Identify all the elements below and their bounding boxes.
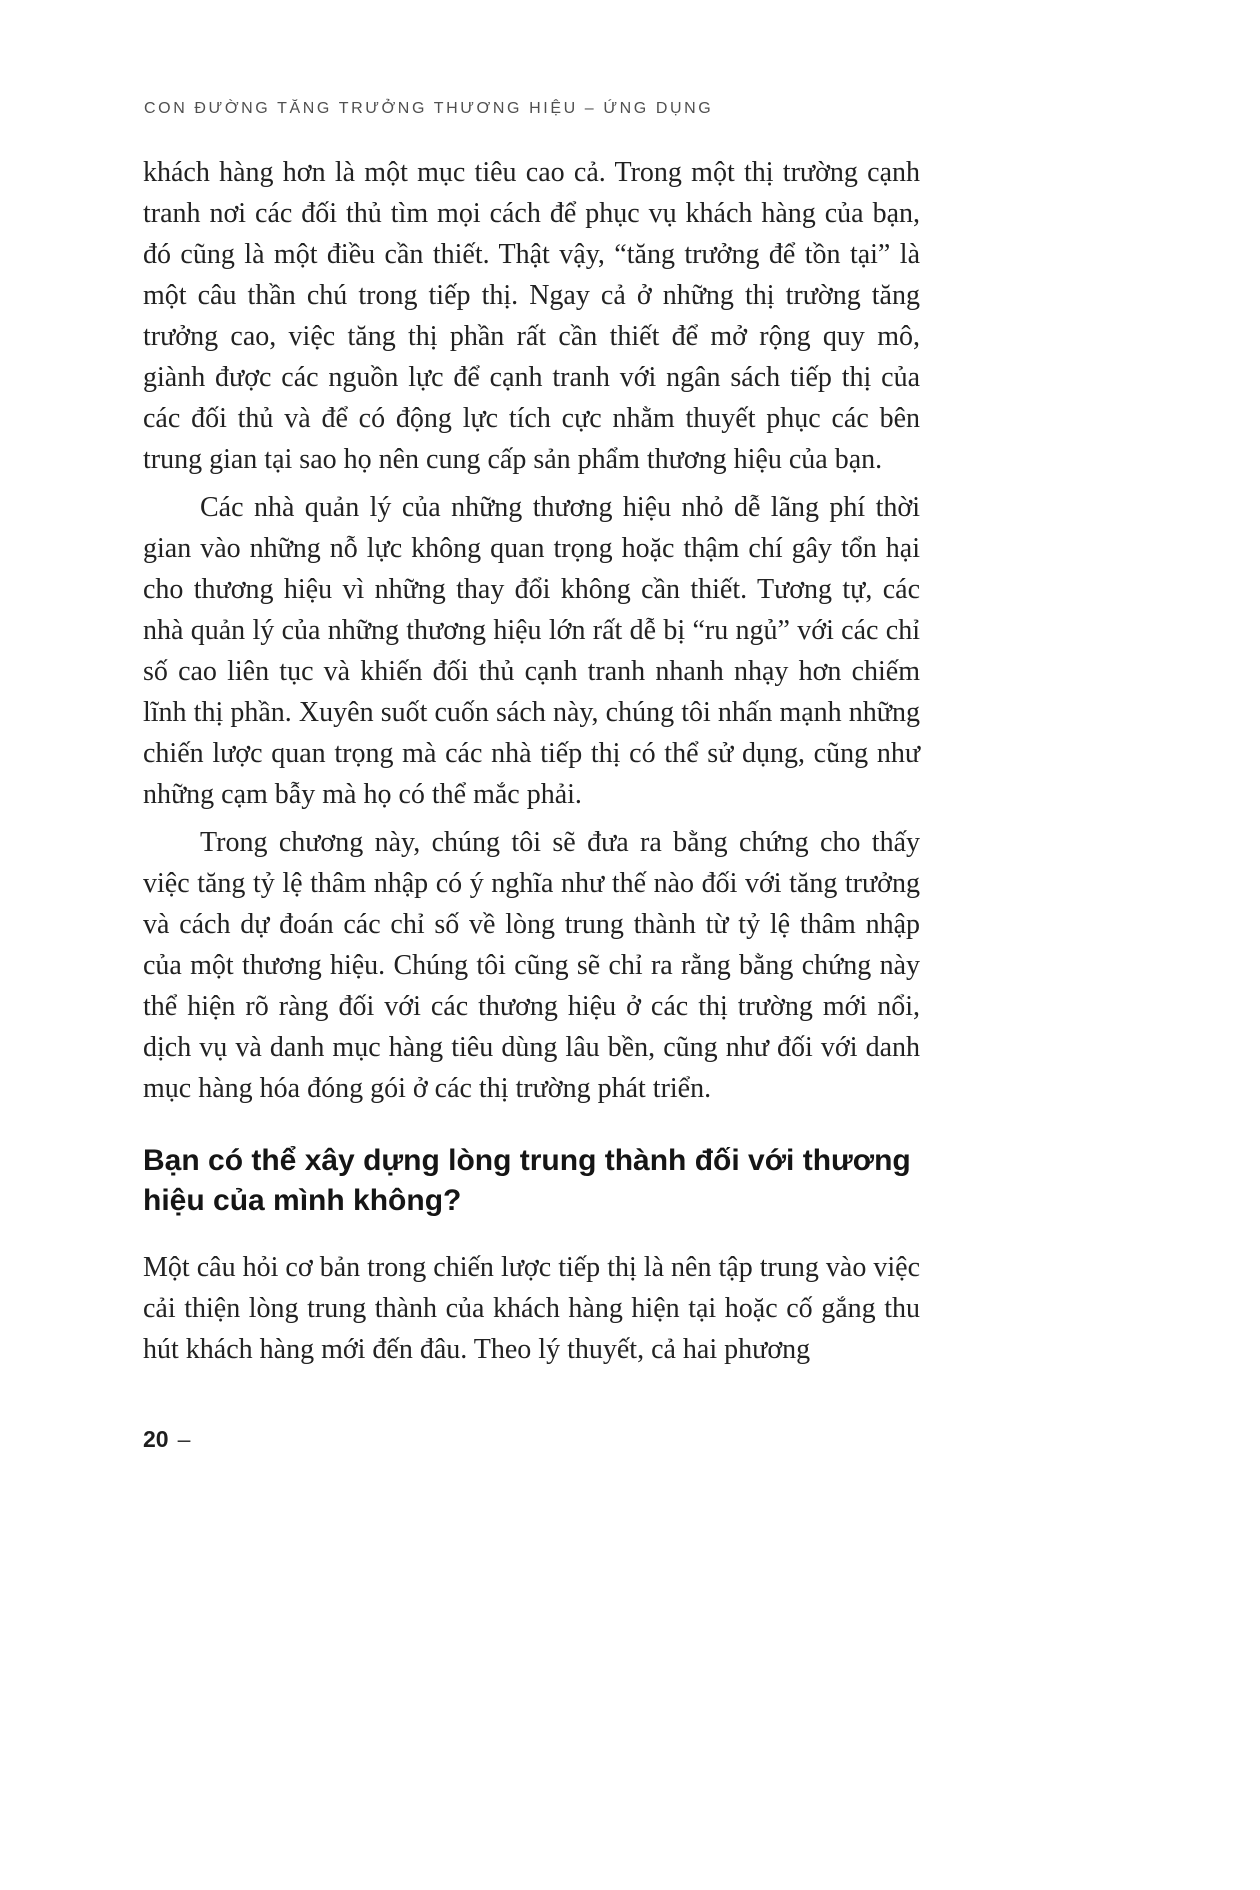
page-body — [143, 152, 920, 1377]
body-paragraph: khách hàng hơn là một mục tiêu cao cả. Trong một thị trường cạnh tranh nơi các đối thủ tìm mọi cách để phục vụ khách hàng của bạn, đó cũng là một điều cần thiết. Thật vậy, “tăng trưởng để tồn tại” là một câu thần chú trong tiếp thị. Ngay cả ở những thị trường tăng trưởng cao, việc tăng thị phần rất cần thiết để mở rộng quy mô, giành được các nguồn lực để cạnh tranh với ngân sách tiếp thị của các đối thủ và để có động lực tích cực nhằm thuyết phục các bên trung gian tại sao họ nên cung cấp sản phẩm thương hiệu của bạn. — [143, 157, 920, 475]
page-footer — [143, 1426, 190, 1453]
page-number-dash: – — [177, 1426, 191, 1452]
running-header: CON ĐƯỜNG TĂNG TRƯỞNG THƯƠNG HIỆU – ỨNG DỤNG — [144, 100, 714, 117]
section-heading: Bạn có thể xây dựng lòng trung thành đối với thương hiệu của mình không? — [143, 1144, 911, 1217]
body-paragraph: Một câu hỏi cơ bản trong chiến lược tiếp thị là nên tập trung vào việc cải thiện lòng trung thành của khách hàng hiện tại hoặc cố gắng thu hút khách hàng mới đến đâu. Theo lý thuyết, cả hai phương — [143, 1252, 920, 1365]
body-paragraph: Trong chương này, chúng tôi sẽ đưa ra bằng chứng cho thấy việc tăng tỷ lệ thâm nhập có ý nghĩa như thế nào đối với tăng trưởng và cách dự đoán các chỉ số về lòng trung thành từ tỷ lệ thâm nhập của một thương hiệu. Chúng tôi cũng sẽ chỉ ra rằng bằng chứng này thể hiện rõ ràng đối với các thương hiệu ở các thị trường mới nổi, dịch vụ và danh mục hàng tiêu dùng lâu bền, cũng như đối với danh mục hàng hóa đóng gói ở các thị trường phát triển. — [143, 827, 920, 1104]
body-paragraph: Các nhà quản lý của những thương hiệu nhỏ dễ lãng phí thời gian vào những nỗ lực không quan trọng hoặc thậm chí gây tổn hại cho thương hiệu vì những thay đổi không cần thiết. Tương tự, các nhà quản lý của những thương hiệu lớn rất dễ bị “ru ngủ” với các chỉ số cao liên tục và khiến đối thủ cạnh tranh nhanh nhạy hơn chiếm lĩnh thị phần. Xuyên suốt cuốn sách này, chúng tôi nhấn mạnh những chiến lược quan trọng mà các nhà tiếp thị có thể sử dụng, cũng như những cạm bẫy mà họ có thể mắc phải. — [143, 492, 920, 810]
page-number: 20 — [143, 1426, 169, 1452]
